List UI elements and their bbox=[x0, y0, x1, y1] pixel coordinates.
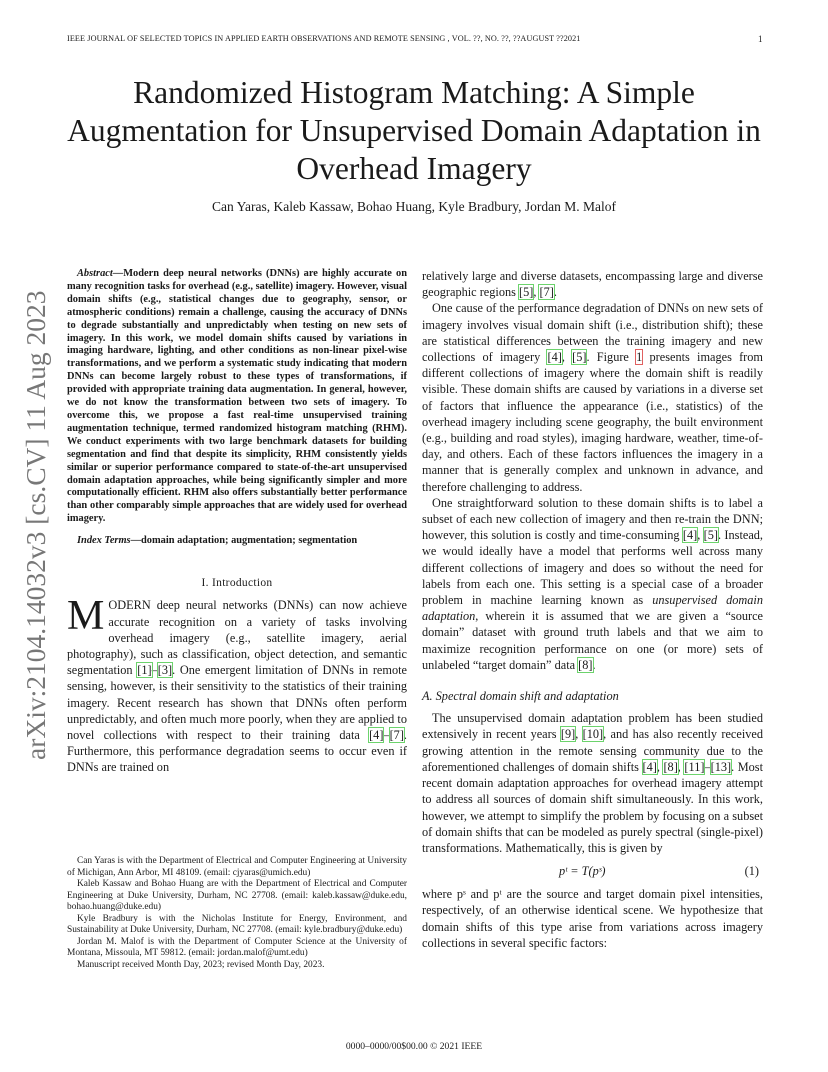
figure-link[interactable]: 1 bbox=[636, 350, 643, 365]
text: One cause of the performance degradation of DNNs on new sets of imagery involves visual domain shift (i.e., distribution shift); these are statistical differences between the training imagery and new collections of imagery bbox=[422, 301, 763, 365]
author-list: Can Yaras, Kaleb Kassaw, Bohao Huang, Kyle Bradbury, Jordan M. Malof bbox=[212, 199, 616, 214]
sep: , bbox=[561, 350, 573, 365]
citation-link[interactable]: [7] bbox=[389, 727, 404, 742]
footnote: Kaleb Kassaw and Bohao Huang are with the Department of Electrical and Computer Engineering at Duke University, Durham, NC 27708. (email: kaleb.kassaw@duke.edu, bohao.huang@duke.edu) bbox=[67, 879, 407, 912]
index-terms-lead: Index Terms bbox=[77, 535, 131, 547]
paragraph bbox=[422, 300, 763, 494]
text: , wherein it is assumed that we are given a “source domain” dataset with ground truth labels and that we aim to maximize recognition performance on one (or more) sets of unlabeled “target domain” data bbox=[422, 609, 763, 672]
running-head: IEEE JOURNAL OF SELECTED TOPICS IN APPLIED EARTH OBSERVATIONS AND REMOTE SENSING , VOL. ??, NO. ??, ??AUGUST ??2021 bbox=[67, 34, 581, 43]
abstract-text: —Modern deep neural networks (DNNs) are highly accurate on many recognition tasks for overhead (e.g., satellite) imagery. However, visual domain shifts (e.g., statistical changes due to geography, sensor, or atmospheric conditions) remain a challenge, causing the accuracy of DNNs to degrade substantially and unpredictably when testing on new sets of imagery. In this work, we model domain shifts caused by variations in imaging hardware, lighting, and other conditions as non-linear pixel-wise transformations, and we perform a systematic study indicating that modern DNNs can become largely robust to these types of transformations, if provided with appropriate training data augmentation. In general, however, we do not know the transformation between two sets of imagery. To overcome this, we propose a fast real-time unsupervised training augmentation technique, termed randomized histogram matching (RHM). We conduct experiments with two large benchmark datasets for building segmentation and find that despite its simplicity, RHM consistently yields similar or superior performance compared to state-of-the-art unsupervised domain adaptation approaches, while being significantly simpler and more computationally efficient. RHM also offers substantially better performance than other comparably simple approaches that are widely used for overhead imagery. bbox=[67, 268, 407, 525]
index-terms bbox=[67, 534, 407, 547]
citation-link[interactable]: [5] bbox=[518, 285, 534, 300]
text: relatively large and diverse datasets, encompassing large and diverse geographic regions bbox=[422, 269, 763, 300]
sep: , bbox=[575, 727, 583, 742]
copyright-footer: 0000–0000/00$00.00 © 2021 IEEE bbox=[345, 1041, 483, 1052]
arxiv-identifier: arXiv:2104.14032v3 [cs.CV] 11 Aug 2023 bbox=[20, 290, 51, 760]
text: One straightforward solution to these domain shifts is to label a subset of each new collection of imagery and then re-train the DNN; however, this solution is costly and time-consuming bbox=[422, 495, 763, 543]
footnote: Kyle Bradbury is with the Nicholas Institute for Energy, Environment, and Sustainability at Duke University, Durham, NC 27708. (email: kyle.bradbury@duke.edu) bbox=[67, 913, 407, 935]
text: presents images from different collections of imagery where the domain shift is readily visible. These domain shifts are caused by variations in a diverse set of factors that influence the appearance (i.e., statistics) of the overhead imagery including scene geography, the built environment (e.g., building and road styles), imaging hardware, weather, time-of-day, and others. Each of these factors influences the imagery in a manner that is generally complex and unknown in advance, and therefore challenging to address. bbox=[422, 350, 763, 494]
dash: – bbox=[704, 759, 711, 774]
citation-link[interactable]: [7] bbox=[539, 285, 554, 300]
right-column bbox=[422, 268, 763, 951]
citation-link[interactable]: [8] bbox=[578, 657, 593, 672]
drop-cap: M bbox=[67, 593, 105, 640]
citation-link[interactable]: [9] bbox=[560, 727, 576, 742]
citation-link[interactable]: [13] bbox=[710, 759, 732, 774]
equation-block bbox=[422, 860, 763, 884]
paragraph bbox=[422, 710, 763, 856]
index-terms-text: —domain adaptation; augmentation; segmentation bbox=[130, 535, 358, 547]
citation-link[interactable]: [11] bbox=[684, 759, 705, 774]
paper-title: Randomized Histogram Matching: A Simple Augmentation for Unsupervised Domain Adaptation in Overhead Imagery bbox=[67, 75, 761, 186]
sep: , bbox=[533, 285, 540, 300]
italic-term: unsupervised domain adaptation bbox=[422, 593, 763, 624]
citation-link[interactable]: [10] bbox=[582, 727, 604, 742]
text: . Figure bbox=[586, 350, 637, 365]
citation-link[interactable]: [5] bbox=[703, 528, 719, 543]
citation-link[interactable]: [4] bbox=[369, 727, 384, 742]
subsection-heading: A. Spectral domain shift and adaptation bbox=[422, 689, 619, 704]
text: . Most recent domain adaptation approaches for overhead imagery attempt to address all sources of domain shift simultaneously. In this work, however, we attempt to simplify the problem by focusing on a subset of domain shifts that can be modeled as purely spectral (single-pixel) transformations. Mathematically, this is given by bbox=[422, 759, 763, 855]
citation-link[interactable]: [3] bbox=[157, 663, 173, 678]
section-heading-introduction: I. Introduction bbox=[201, 577, 273, 590]
text: , and has also recently received growing attention in the remote sensing community due to the aforementioned challenges of domain shifts bbox=[422, 727, 764, 774]
abstract-lead: Abstract bbox=[77, 268, 113, 279]
footnote: Manuscript received Month Day, 2023; revised Month Day, 2023. bbox=[77, 959, 325, 970]
intro-text-2: . One emergent limitation of DNNs in remote sensing, however, is their sensitivity to the statistics of their training imagery. Recent research has shown that DNNs often perform unpredictably, and often much more poorly, when they are applied to novel collections with respect to their training data bbox=[67, 663, 407, 742]
sep: , bbox=[656, 759, 664, 774]
citation-link[interactable]: [4] bbox=[682, 528, 698, 543]
equation-number: (1) bbox=[744, 864, 759, 879]
sep: , bbox=[677, 759, 685, 774]
left-column bbox=[67, 268, 407, 776]
text: . Instead, we would ideally have a model that performs well across many different collections of imagery and does so without the need for labels from each one. This setting is a special case of a broader problem in machine learning known as bbox=[422, 528, 764, 608]
text: The unsupervised domain adaptation problem has been studied extensively in recent years bbox=[422, 711, 763, 742]
citation-link[interactable]: [5] bbox=[572, 350, 587, 365]
citation-link[interactable]: [1] bbox=[137, 663, 152, 678]
citation-link[interactable]: [8] bbox=[663, 759, 678, 774]
citation-link[interactable]: [4] bbox=[547, 350, 562, 365]
dash: – bbox=[151, 663, 158, 678]
footnote: Jordan M. Malof is with the Department of Computer Science at the University of Montana, Missoula, MT 59812. (email: jordan.malof@umt.edu) bbox=[67, 936, 407, 958]
sep: . bbox=[553, 285, 557, 300]
paragraph bbox=[422, 495, 763, 673]
paragraph bbox=[422, 268, 763, 300]
citation-link[interactable]: [4] bbox=[642, 759, 657, 774]
intro-paragraph bbox=[67, 593, 407, 775]
sep: . bbox=[592, 657, 596, 672]
sep: , bbox=[697, 528, 704, 543]
footnotes bbox=[67, 856, 407, 971]
equation: pᵗ = T(pˢ) bbox=[559, 864, 606, 879]
abstract bbox=[67, 268, 407, 526]
intro-text-3: . Furthermore, this performance degradation seems to occur even if DNNs are trained on bbox=[67, 727, 407, 775]
paragraph: where pˢ and pᵗ are the source and target domain pixel intensities, respectively, of an otherwise identical scene. We hypothesize that domain shifts of this type arise from variations across imagery collections in several specific factors: bbox=[422, 887, 763, 950]
dash: – bbox=[383, 727, 390, 742]
intro-text-1: deep neural networks (DNNs) can now achieve accurate recognition on a variety of tasks involving overhead imagery (e.g., satellite imagery, aerial photography), such as classification, object detection, and semantic segmentation bbox=[67, 598, 407, 678]
first-word: ODERN bbox=[108, 598, 151, 613]
footnote: Can Yaras is with the Department of Electrical and Computer Engineering at University of Michigan, Ann Arbor, MI 48109. (email: cjyaras@umich.edu) bbox=[67, 856, 407, 878]
page-number: 1 bbox=[758, 34, 763, 44]
